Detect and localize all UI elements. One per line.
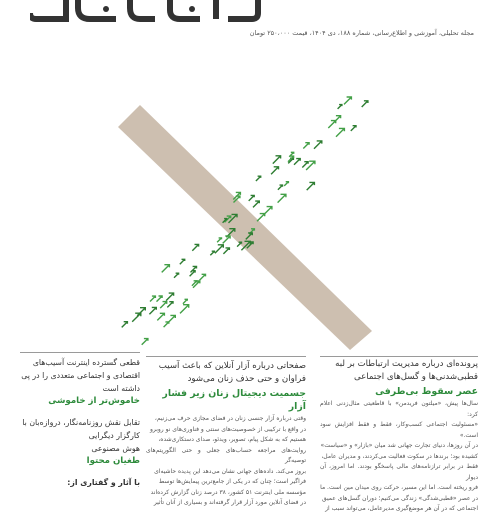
arrow-icon	[157, 313, 164, 320]
arrow-icon	[180, 259, 185, 264]
arrow-icon	[167, 302, 173, 308]
body-line: «مسئولیت اجتماعی کسب‌وکار، فقط و فقط افزایش سود است.»	[320, 421, 478, 439]
arrow-icon	[344, 97, 351, 104]
body-line: فقط در برابر ترازنامه‌های مالی پاسخگو بودند. اما امروز، آن دیوار	[320, 463, 478, 481]
body-line: در فضای آنلاین مورد آزار قرار گرفته‌اند و بسیاری از آنان تأثیر	[153, 499, 306, 506]
arrow-icon	[273, 156, 281, 164]
arrow-icon	[294, 159, 300, 165]
arrow-icon	[271, 167, 278, 174]
arrow-icon	[200, 274, 206, 280]
arrow-icon	[162, 265, 170, 273]
body-line: کشیده بود؛ برندها در سکوت فعالیت می‌کردند، و مدیران عامل،	[321, 452, 478, 460]
body-line: در آن روزها، دنیای تجارت جهانی شد میان «بازار» و «سیاست»	[320, 442, 478, 449]
diagonal-bar	[118, 105, 372, 350]
arrow-icon	[132, 313, 141, 322]
arrow-icon	[150, 296, 155, 301]
arrow-icon	[157, 296, 163, 302]
arrow-icon	[142, 339, 148, 345]
arrow-icon	[160, 302, 167, 309]
body-line: فرو ریخته است. اما این مسیر، حرکت روی میدان مین است. ما	[320, 484, 478, 491]
arrow-icon	[174, 273, 179, 278]
arrow-icon	[249, 195, 255, 201]
column-divider	[146, 356, 306, 357]
arrow-icon	[278, 194, 286, 202]
arrow-icon	[192, 244, 198, 250]
article-headline[interactable]: عصر سقوط بی‌طرفی	[375, 386, 478, 397]
column-divider	[320, 356, 478, 357]
arrow-icon	[223, 248, 229, 254]
arrow-icon	[180, 305, 189, 314]
body-line: در واقع با ترکیبی از خصوصیت‌های سنتی و فناوری‌های نو روبرو	[150, 425, 306, 433]
arrow-icon	[215, 245, 223, 253]
teaser-subtitle: هوش مصنوعی	[91, 444, 140, 453]
body-line: هستیم که به شکل پیام، تصویر، ویدئو، صدای دستکاری‌شده،	[158, 436, 306, 443]
article-column-middle	[146, 360, 306, 509]
arrow-icon	[336, 128, 344, 136]
teaser-headline[interactable]: طغیان محتوا	[86, 456, 140, 466]
arrow-icon	[303, 143, 309, 149]
article-column-right	[320, 358, 478, 515]
body-line: سال‌ها پیش، «میلتون فریدمن» با قاطعیتی مثال‌زدنی اعلام کرد:	[320, 400, 478, 418]
teaser-headline[interactable]: خاموش‌تر از خاموشی	[48, 396, 140, 406]
arrow-icon	[307, 182, 315, 190]
arrow-icon	[210, 251, 214, 255]
arrow-icon	[338, 105, 342, 109]
arrow-icon	[183, 299, 187, 303]
article-title: صفحاتی درباره آزار آنلاین که باعث آسیب فراوان و حتی حذف زنان می‌شود	[158, 361, 306, 384]
body-line: اجتماعی که در آن هر موضع‌گیری مدیرعامل، می‌تواند سبب از	[325, 505, 478, 512]
arrow-icon	[314, 141, 322, 149]
teaser-title: تقابل نقش روزنامه‌نگار، دروازه‌بان با کارگزار دیگرایی	[22, 418, 140, 440]
article-headline[interactable]: جسمیت دیجیتال زنان زیر فشار آزار	[162, 388, 306, 412]
arrow-icon	[362, 101, 368, 107]
article-title: پرونده‌ای درباره مدیریت ارتباطات بر لبه قطبی‌شدنی‌ها و گسل‌های اجتماعی	[335, 359, 478, 382]
arrow-icon	[166, 293, 174, 301]
arrow-icon	[256, 176, 261, 181]
body-line: در عصر «قطبی‌شدگی» زندگی می‌کنیم؛ دوران گسل‌های عمیق	[321, 494, 478, 502]
body-line: روایت‌های مراجعه حساب‌های جعلی و حتی الگوریتم‌های توصیه‌گر	[146, 446, 306, 464]
column-divider	[20, 352, 140, 353]
body-line: وقتی درباره آزار جنسی زنان در فضای مجازی حرف می‌زنیم،	[154, 415, 306, 422]
arrow-icon	[122, 322, 128, 328]
cover-illustration	[110, 95, 380, 350]
body-line: مؤسسه ملی اینترنت ۵۱ کشور، ۳۸ درصد زنان گزارش کرده‌اند	[150, 488, 306, 496]
arrow-icon	[351, 126, 356, 131]
arrow-icon	[217, 238, 221, 242]
masthead-subtitle: مجله تحلیلی، آموزشی و اطلاع‌رسانی، شماره ۱۸۸، دی ۱۴۰۴، قیمت ۲۵۰،۰۰۰ تومان	[249, 29, 474, 37]
arrow-icon	[328, 121, 335, 128]
article-body	[320, 399, 478, 515]
arrow-icon	[257, 214, 265, 222]
arrow-icon	[278, 185, 283, 190]
contributors-heading: با آثار و گفتاری از:	[67, 478, 140, 487]
arrow-icon	[284, 182, 288, 186]
body-line: فراگیر است؛ چنان که در یکی از جامع‌ترین پیمایش‌ها توسط	[158, 478, 306, 485]
body-line: بروز می‌کند. داده‌های جهانی نشان می‌دهد این پدیده حاشیه‌ای	[154, 467, 306, 475]
arrow-icon	[302, 162, 308, 168]
teaser-title: قطعی گسترده اینترنت آسیب‌های اقتصادی و اجتماعی متعددی را در پی داشته است	[21, 358, 140, 393]
article-column-left	[20, 356, 140, 489]
article-body	[146, 414, 306, 509]
masthead-logo	[30, 0, 262, 26]
arrow-icon	[253, 201, 259, 207]
arrow-icon	[149, 307, 156, 314]
arrow-icon	[164, 322, 169, 327]
